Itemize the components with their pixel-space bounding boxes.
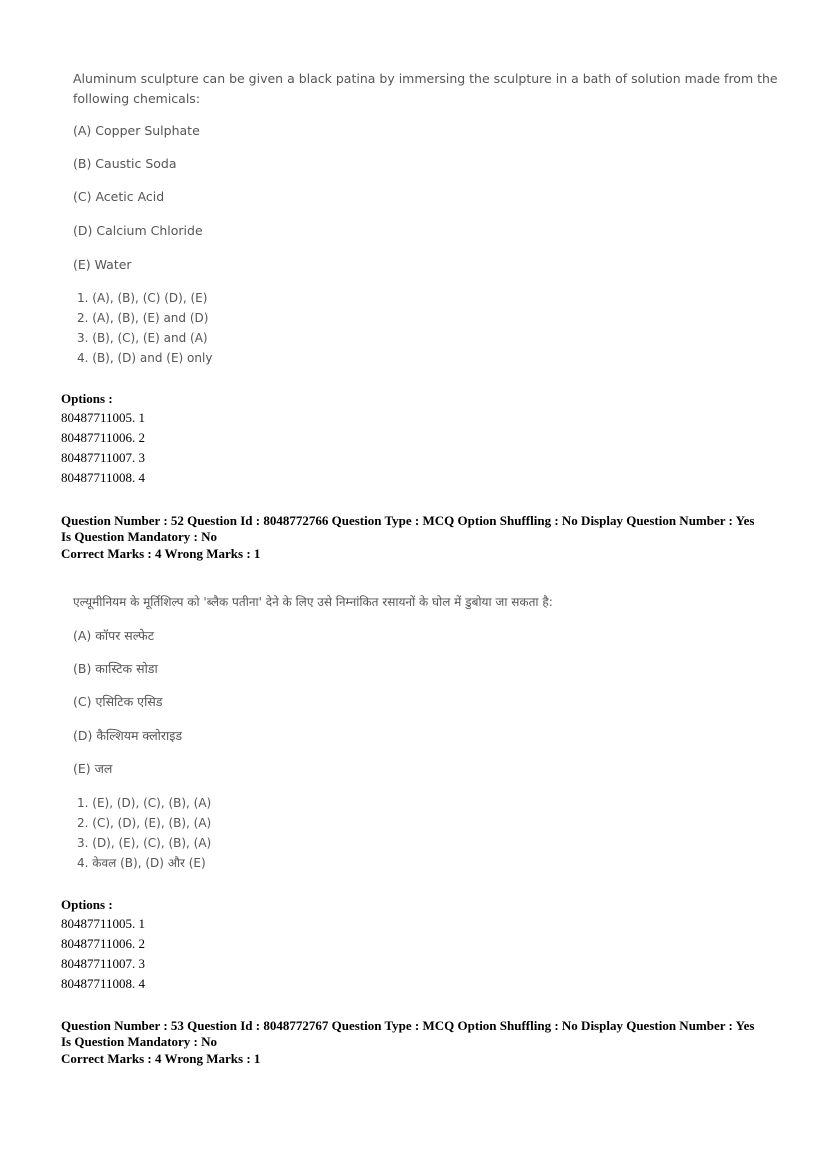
q51-option-3: 80487711007. 3 [61,450,146,465]
q52-answer-4: 4. केवल (B), (D) और (E) [77,856,206,870]
q52-item-b: (B) कास्टिक सोडा [73,661,158,676]
q53-header-line3: Correct Marks : 4 Wrong Marks : 1 [61,1051,261,1066]
q51-answer-4: 4. (B), (D) and (E) only [77,351,213,365]
q51-item-c: (C) Acetic Acid [73,189,165,204]
q51-option-2: 80487711006. 2 [61,430,146,445]
q52-item-a: (A) कॉपर सल्फेट [73,628,155,643]
q51-answer-3: 3. (B), (C), (E) and (A) [77,331,208,345]
q52-option-4: 80487711008. 4 [61,976,146,991]
q52-answer-3: 3. (D), (E), (C), (B), (A) [77,836,212,850]
q52-question-image [73,592,753,882]
q51-options-label: Options : [61,391,113,406]
q51-stem-line1: Aluminum sculpture can be given a black patina by immersing the sculpture in a bath of solution made from the [73,71,778,86]
q52-option-3: 80487711007. 3 [61,956,146,971]
q53-header-line2: Is Question Mandatory : No [61,1034,218,1049]
q52-answer-1: 1. (E), (D), (C), (B), (A) [77,796,212,810]
q52-header-line3: Correct Marks : 4 Wrong Marks : 1 [61,546,261,561]
q51-option-4: 80487711008. 4 [61,470,146,485]
q53-header-line1: Question Number : 53 Question Id : 8048772767 Question Type : MCQ Option Shuffling : No Display Question Number : Yes [61,1018,755,1033]
q52-header-line1: Question Number : 52 Question Id : 8048772766 Question Type : MCQ Option Shuffling : No Display Question Number : Yes [61,513,755,528]
q52-options-label: Options : [61,897,113,912]
q52-option-1: 80487711005. 1 [61,916,146,931]
q51-question-image [73,68,778,368]
q52-item-d: (D) कैल्शियम क्लोराइड [73,728,183,743]
q51-answer-2: 2. (A), (B), (E) and (D) [77,311,209,325]
q52-answer-2: 2. (C), (D), (E), (B), (A) [77,816,212,830]
q51-item-e: (E) Water [73,257,132,272]
q51-answer-1: 1. (A), (B), (C) (D), (E) [77,291,208,305]
q51-item-a: (A) Copper Sulphate [73,123,200,138]
q51-stem-line2: following chemicals: [73,91,201,106]
q52-item-e: (E) जल [73,761,113,776]
q52-stem: एल्यूमीनियम के मूर्तिशिल्प को 'ब्लैक पतीना' देने के लिए उसे निम्नांकित रसायनों के घोल में डुबोया जा सकता है: [73,595,553,609]
q51-option-1: 80487711005. 1 [61,410,146,425]
q51-item-b: (B) Caustic Soda [73,156,177,171]
q52-option-2: 80487711006. 2 [61,936,146,951]
q52-header-line2: Is Question Mandatory : No [61,529,218,544]
q52-item-c: (C) एसिटिक एसिड [73,694,163,709]
q51-item-d: (D) Calcium Chloride [73,223,203,238]
